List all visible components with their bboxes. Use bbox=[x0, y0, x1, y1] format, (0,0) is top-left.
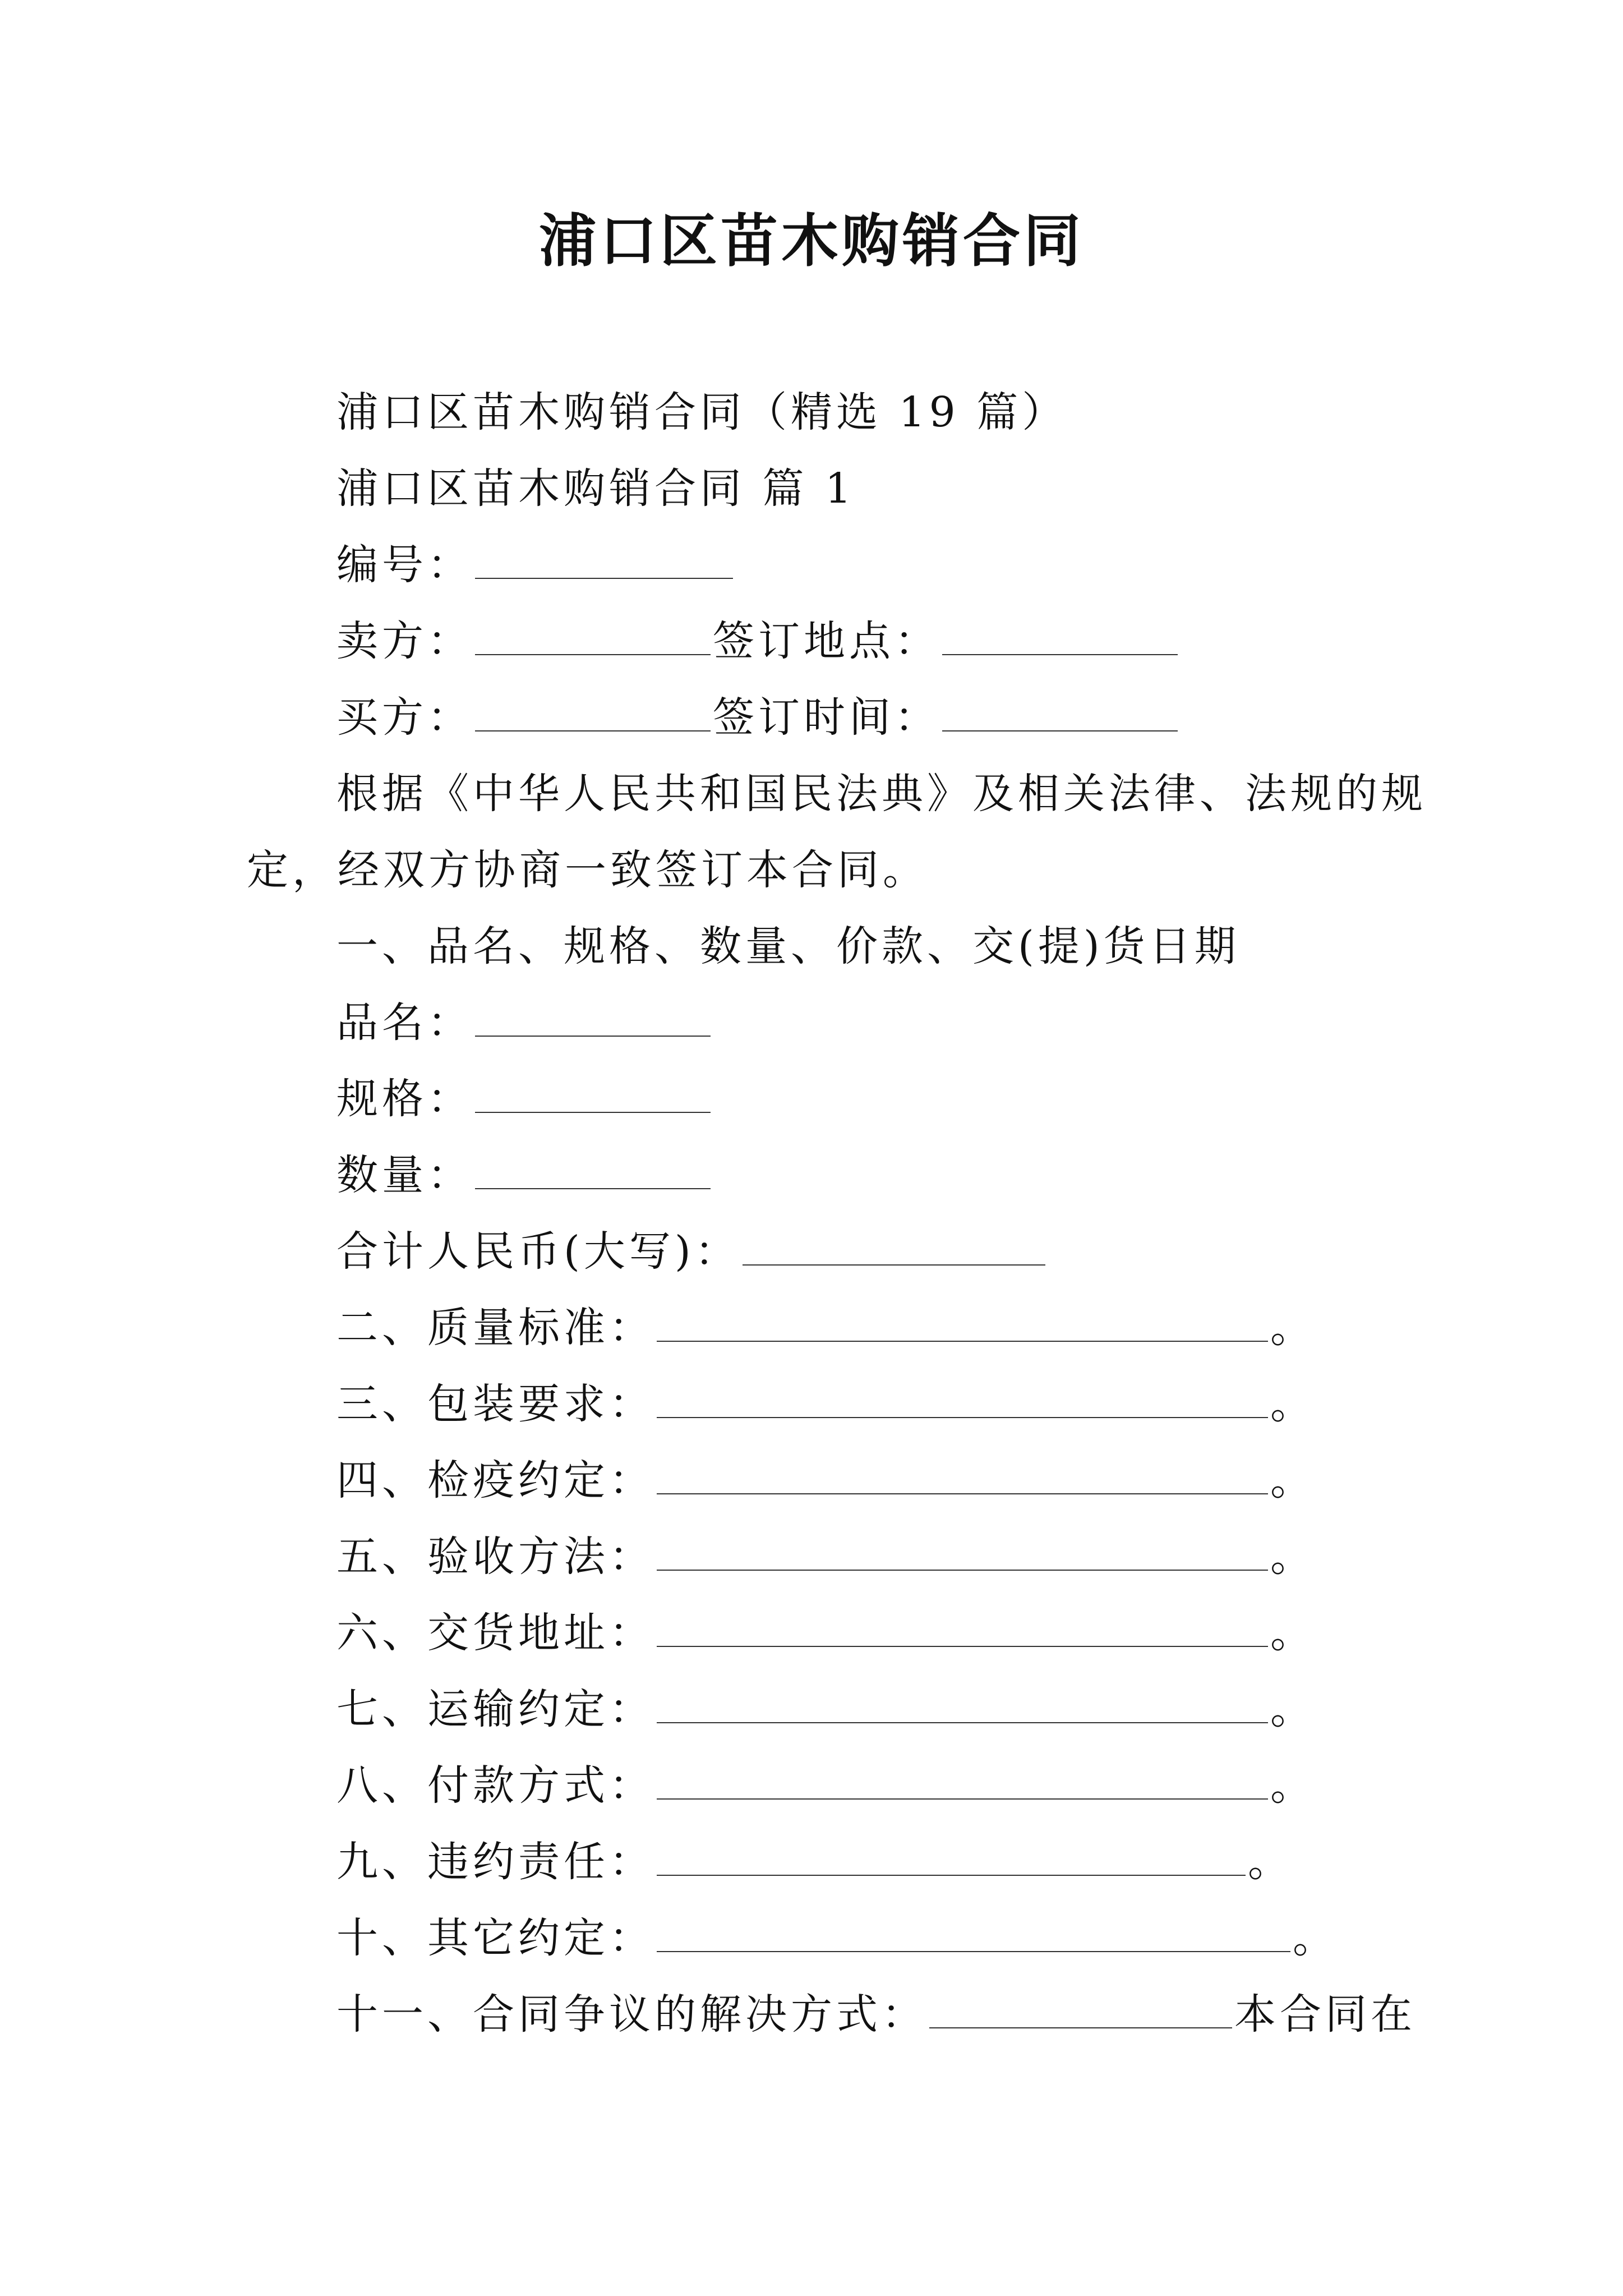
clause-7-period: 。 bbox=[1270, 1685, 1316, 1733]
total-row bbox=[336, 1226, 1048, 1277]
clause-11-label: 十一、合同争议的解决方式： bbox=[336, 1990, 927, 2039]
clause-10-field[interactable] bbox=[657, 1916, 1290, 1952]
clause-10-label: 十、其它约定： bbox=[336, 1914, 654, 1962]
clause-11-row bbox=[336, 1989, 1416, 2040]
clause-9-period: 。 bbox=[1248, 1838, 1293, 1886]
clause-9-label: 九、违约责任： bbox=[336, 1838, 654, 1886]
clause-3-label: 三、包装要求： bbox=[336, 1380, 654, 1428]
intro-line-1: 根据《中华人民共和国民法典》及相关法律、法规的规 bbox=[336, 770, 1427, 818]
page-title: 浦口区苗木购销合同 bbox=[539, 208, 1084, 275]
clause-3-row bbox=[336, 1379, 1316, 1429]
clause-1-heading: 一、品名、规格、数量、价款、交(提)货日期 bbox=[336, 922, 1240, 970]
clause-7-row bbox=[336, 1684, 1316, 1734]
seller-row bbox=[336, 616, 1180, 666]
clause-10-row bbox=[336, 1913, 1338, 1963]
spec-field[interactable] bbox=[475, 1077, 711, 1113]
seller-label: 卖方： bbox=[336, 617, 473, 665]
subtitle: 浦口区苗木购销合同（精选 19 篇） bbox=[336, 388, 1068, 436]
sign-place-field[interactable] bbox=[942, 619, 1178, 655]
buyer-label: 买方： bbox=[336, 693, 473, 742]
clause-8-field[interactable] bbox=[657, 1764, 1268, 1800]
total-field[interactable] bbox=[743, 1230, 1045, 1266]
clause-6-field[interactable] bbox=[657, 1611, 1268, 1647]
sign-place-label: 签订地点： bbox=[713, 617, 940, 665]
intro-line-2: 定，经双方协商一致签订本合同。 bbox=[247, 846, 928, 894]
clause-6-label: 六、交货地址： bbox=[336, 1609, 654, 1657]
product-name-row bbox=[336, 997, 713, 1048]
sign-time-field[interactable] bbox=[942, 696, 1178, 731]
clause-2-period: 。 bbox=[1270, 1304, 1316, 1352]
section-heading: 浦口区苗木购销合同 篇 1 bbox=[336, 464, 856, 513]
clause-6-period: 。 bbox=[1270, 1609, 1316, 1657]
clause-4-label: 四、检疫约定： bbox=[336, 1456, 654, 1504]
clause-11-tail: 本合同在 bbox=[1234, 1990, 1416, 2039]
clause-6-row bbox=[336, 1608, 1316, 1658]
sign-time-label: 签订时间： bbox=[713, 693, 940, 742]
product-name-label: 品名： bbox=[336, 999, 473, 1047]
clause-9-field[interactable] bbox=[657, 1840, 1246, 1876]
clause-8-row bbox=[336, 1760, 1316, 1811]
seller-field[interactable] bbox=[475, 619, 711, 655]
clause-4-field[interactable] bbox=[657, 1458, 1268, 1494]
buyer-row bbox=[336, 692, 1180, 743]
clause-9-row bbox=[336, 1837, 1293, 1887]
clause-5-field[interactable] bbox=[657, 1535, 1268, 1571]
quantity-row bbox=[336, 1150, 713, 1200]
clause-7-field[interactable] bbox=[657, 1687, 1268, 1723]
quantity-field[interactable] bbox=[475, 1153, 711, 1189]
clause-2-label: 二、质量标准： bbox=[336, 1304, 654, 1352]
clause-7-label: 七、运输约定： bbox=[336, 1685, 654, 1733]
clause-11-field[interactable] bbox=[929, 1993, 1232, 2028]
number-row bbox=[336, 540, 735, 590]
total-label: 合计人民币(大写)： bbox=[336, 1227, 740, 1276]
clause-8-period: 。 bbox=[1270, 1761, 1316, 1810]
clause-5-row bbox=[336, 1531, 1316, 1582]
clause-3-field[interactable] bbox=[657, 1382, 1268, 1418]
number-label: 编号： bbox=[336, 541, 473, 589]
clause-2-field[interactable] bbox=[657, 1306, 1268, 1342]
spec-label: 规格： bbox=[336, 1075, 473, 1123]
spec-row bbox=[336, 1074, 713, 1124]
buyer-field[interactable] bbox=[475, 696, 711, 731]
clause-8-label: 八、付款方式： bbox=[336, 1761, 654, 1810]
clause-2-row bbox=[336, 1303, 1316, 1353]
clause-5-label: 五、验收方法： bbox=[336, 1533, 654, 1581]
quantity-label: 数量： bbox=[336, 1151, 473, 1199]
number-field[interactable] bbox=[475, 543, 733, 579]
clause-10-period: 。 bbox=[1293, 1914, 1338, 1962]
clause-5-period: 。 bbox=[1270, 1533, 1316, 1581]
clause-4-row bbox=[336, 1455, 1316, 1506]
clause-4-period: 。 bbox=[1270, 1456, 1316, 1504]
clause-3-period: 。 bbox=[1270, 1380, 1316, 1428]
product-name-field[interactable] bbox=[475, 1001, 711, 1037]
